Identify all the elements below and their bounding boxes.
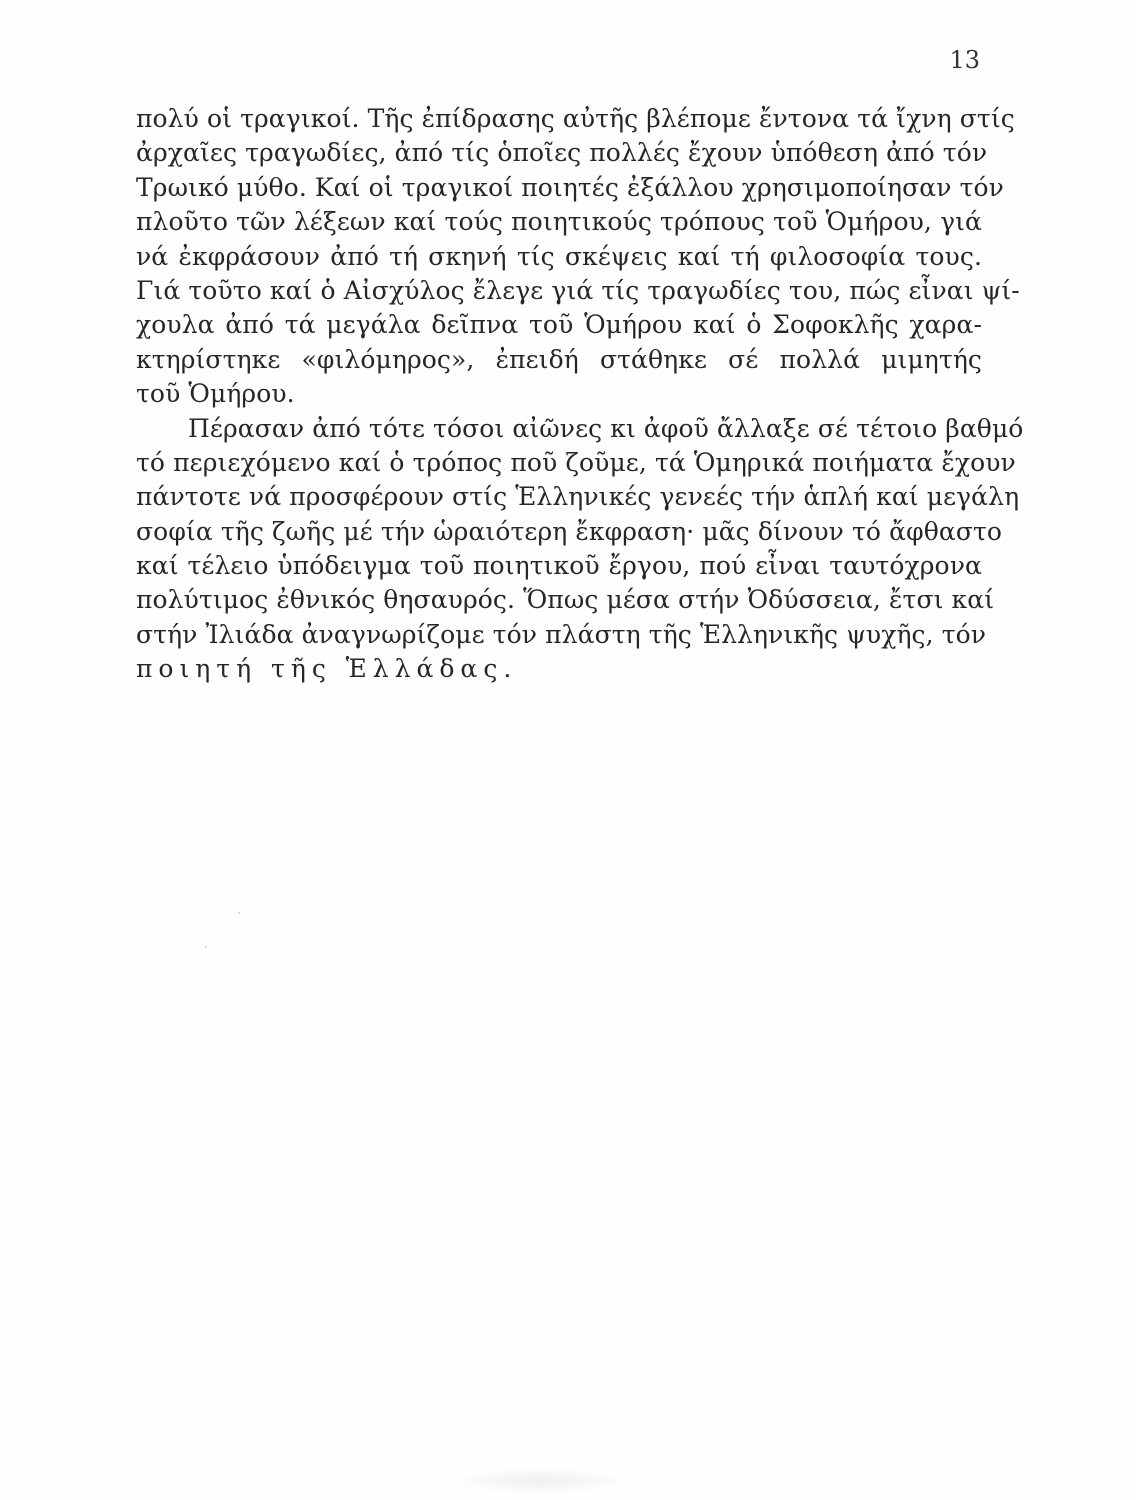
body-text — [136, 102, 1024, 687]
text-line: ποιητή τῆς Ἑλλάδας. — [136, 654, 518, 684]
text-line: χουλα ἀπό τά μεγάλα δεῖπνα τοῦ Ὁμήρου καί ὁ Σοφοκλῆς χαρα- — [136, 310, 982, 340]
scan-speck — [205, 946, 207, 948]
text-line: Γιά τοῦτο καί ὁ Αἰσχύλος ἔλεγε γιά τίς τραγωδίες του, πώς εἶναι ψί- — [136, 275, 1020, 305]
scan-speck — [238, 912, 240, 914]
text-line: κτηρίστηκε «φιλόμηρος», ἐπειδή στάθηκε σέ πολλά μιμητής — [136, 344, 982, 374]
page-number: 13 — [949, 46, 980, 74]
text-line: τό περιεχόμενο καί ὁ τρόπος ποῦ ζοῦμε, τά Ὁμηρικά ποιήματα ἔχουν — [136, 447, 1016, 477]
scan-smudge — [455, 1468, 625, 1494]
text-line: πολύ οἱ τραγικοί. Τῆς ἐπίδρασης αὐτῆς βλέπομε ἔντονα τά ἴχνη στίς — [136, 104, 1015, 133]
text-line: νά ἐκφράσουν ἀπό τή σκηνή τίς σκέψεις καί τή φιλοσοφία τους. — [136, 241, 982, 271]
text-line: πάντοτε νά προσφέρουν στίς Ἑλληνικές γενεές τήν ἁπλή καί μεγάλη — [136, 482, 1020, 512]
paragraph-2 — [136, 412, 1024, 687]
text-line: καί τέλειο ὑπόδειγμα τοῦ ποιητικοῦ ἔργου, πού εἶναι ταυτόχρονα — [136, 551, 982, 581]
text-line: Τρωικό μύθο. Καί οἱ τραγικοί ποιητές ἐξάλλου χρησιμοποίησαν τόν — [136, 172, 1004, 202]
text-line: τοῦ Ὁμήρου. — [136, 379, 295, 409]
paragraph-1 — [136, 102, 1020, 412]
text-line: πλοῦτο τῶν λέξεων καί τούς ποιητικούς τρόπους τοῦ Ὁμήρου, γιά — [136, 207, 982, 237]
text-line: στήν Ἰλιάδα ἀναγνωρίζομε τόν πλάστη τῆς Ἑλληνικῆς ψυχῆς, τόν — [136, 619, 987, 649]
text-line: ἀρχαῖες τραγωδίες, ἀπό τίς ὁποῖες πολλές ἔχουν ὑπόθεση ἀπό τόν — [136, 138, 988, 168]
text-line: πολύτιμος ἐθνικός θησαυρός. Ὅπως μέσα στήν Ὀδύσσεια, ἔτσι καί — [136, 585, 995, 615]
text-line: Πέρασαν ἀπό τότε τόσοι αἰῶνες κι ἀφοῦ ἄλλαξε σέ τέτοιο βαθμό — [188, 413, 1024, 443]
text-line: σοφία τῆς ζωῆς μέ τήν ὡραιότερη ἔκφραση· μᾶς δίνουν τό ἄφθαστο — [136, 516, 1003, 546]
